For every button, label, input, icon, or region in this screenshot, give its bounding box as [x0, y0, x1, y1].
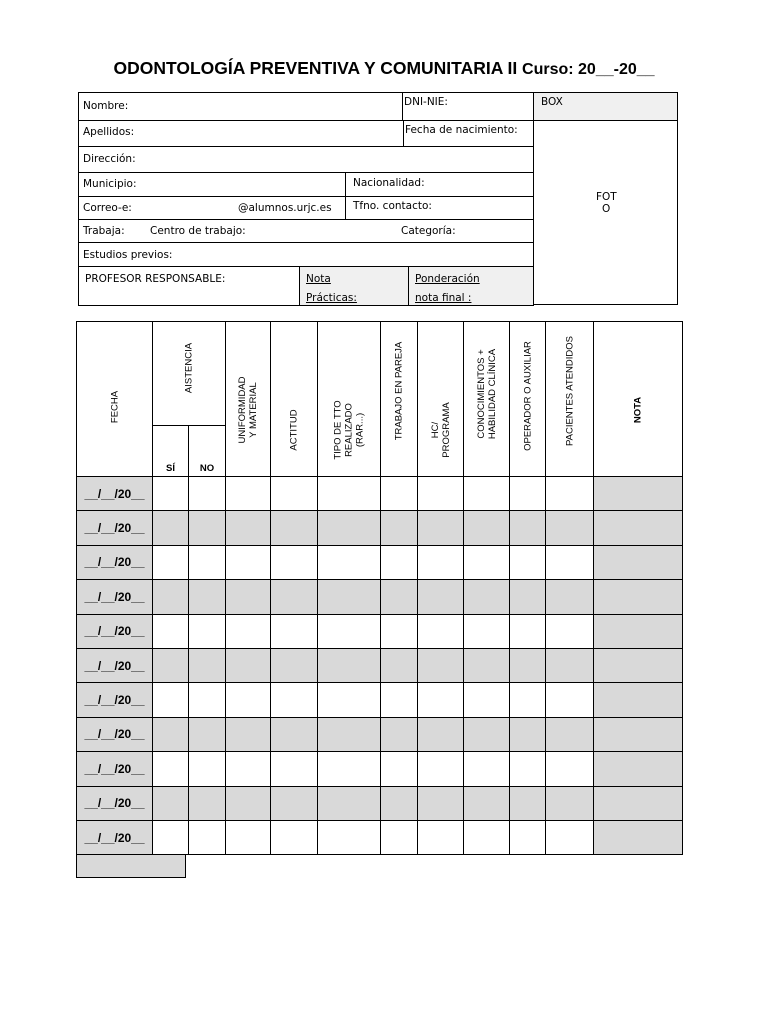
date-cell[interactable]: __/__/20__ [77, 820, 153, 854]
practicas-label: Prácticas: [306, 292, 357, 304]
course-label: Curso: 20__-20__ [522, 61, 655, 78]
entry-cell[interactable] [271, 477, 318, 511]
entry-cell[interactable] [418, 717, 464, 751]
entry-cell[interactable] [510, 786, 546, 820]
entry-cell[interactable] [153, 786, 189, 820]
nota-cell[interactable] [594, 580, 683, 614]
entry-cell[interactable] [271, 752, 318, 786]
table-row [77, 545, 683, 579]
table-row [77, 614, 683, 648]
entry-cell[interactable] [464, 683, 510, 717]
entry-cell[interactable] [546, 786, 594, 820]
entry-cell[interactable] [381, 648, 418, 682]
entry-cell[interactable] [189, 477, 226, 511]
tfno-label: Tfno. contacto: [353, 200, 432, 212]
entry-cell[interactable] [510, 820, 546, 854]
entry-cell[interactable] [271, 683, 318, 717]
photo-label-1: FOT [596, 191, 617, 203]
entry-cell[interactable] [381, 614, 418, 648]
date-cell[interactable]: __/__/20__ [77, 580, 153, 614]
entry-cell[interactable] [189, 717, 226, 751]
entry-cell[interactable] [381, 545, 418, 579]
entry-cell[interactable] [226, 511, 271, 545]
entry-cell[interactable] [153, 580, 189, 614]
entry-cell[interactable] [189, 614, 226, 648]
header-nota: NOTA [594, 322, 683, 477]
entry-cell[interactable] [189, 545, 226, 579]
municipio-label: Municipio: [83, 178, 137, 190]
trabaja-label: Trabaja: [83, 225, 125, 237]
date-cell[interactable]: __/__/20__ [77, 683, 153, 717]
fecha-nacimiento-label: Fecha de nacimiento: [405, 124, 518, 136]
entry-cell[interactable] [226, 752, 271, 786]
entry-cell[interactable] [271, 580, 318, 614]
entry-cell[interactable] [464, 614, 510, 648]
entry-cell[interactable] [153, 683, 189, 717]
entry-cell[interactable] [464, 820, 510, 854]
table-row [77, 580, 683, 614]
entry-cell[interactable] [318, 511, 381, 545]
entry-cell[interactable] [546, 545, 594, 579]
entry-cell[interactable] [318, 580, 381, 614]
header-si: SÍ [153, 426, 189, 477]
entry-cell[interactable] [464, 717, 510, 751]
entry-cell[interactable] [418, 511, 464, 545]
entry-cell[interactable] [153, 545, 189, 579]
entry-cell[interactable] [271, 545, 318, 579]
table-row [77, 820, 683, 854]
entry-cell[interactable] [318, 786, 381, 820]
header-operador: OPERADOR O AUXILIAR [510, 322, 546, 477]
nota-cell[interactable] [594, 820, 683, 854]
entry-cell[interactable] [226, 614, 271, 648]
table-row [77, 511, 683, 545]
entry-cell[interactable] [153, 648, 189, 682]
date-cell[interactable]: __/__/20__ [77, 648, 153, 682]
entry-cell[interactable] [271, 614, 318, 648]
nacionalidad-label: Nacionalidad: [353, 177, 425, 189]
entry-cell[interactable] [510, 614, 546, 648]
entry-cell[interactable] [189, 511, 226, 545]
entry-cell[interactable] [153, 614, 189, 648]
entry-cell[interactable] [510, 580, 546, 614]
entry-cell[interactable] [510, 752, 546, 786]
entry-cell[interactable] [318, 614, 381, 648]
entry-cell[interactable] [271, 511, 318, 545]
entry-cell[interactable] [546, 614, 594, 648]
entry-cell[interactable] [464, 648, 510, 682]
entry-cell[interactable] [546, 580, 594, 614]
entry-cell[interactable] [271, 648, 318, 682]
header-pacientes: PACIENTES ATENDIDOS [546, 322, 594, 477]
entry-cell[interactable] [153, 717, 189, 751]
entry-cell[interactable] [464, 752, 510, 786]
entry-cell[interactable] [189, 683, 226, 717]
photo-label-2: O [602, 203, 611, 215]
entry-cell[interactable] [189, 648, 226, 682]
nota-cell[interactable] [594, 786, 683, 820]
entry-cell[interactable] [226, 580, 271, 614]
header-actitud: ACTITUD [271, 322, 318, 477]
entry-cell[interactable] [271, 717, 318, 751]
table-row [77, 683, 683, 717]
estudios-label: Estudios previos: [83, 249, 173, 261]
entry-cell[interactable] [418, 545, 464, 579]
entry-cell[interactable] [381, 752, 418, 786]
dni-label: DNI-NIE: [404, 96, 448, 108]
date-cell[interactable]: __/__/20__ [77, 614, 153, 648]
table-row [77, 648, 683, 682]
entry-cell[interactable] [226, 545, 271, 579]
entry-cell[interactable] [189, 786, 226, 820]
date-cell[interactable]: __/__/20__ [77, 752, 153, 786]
entry-cell[interactable] [546, 752, 594, 786]
centro-label: Centro de trabajo: [150, 225, 246, 237]
nota-cell[interactable] [594, 545, 683, 579]
entry-cell[interactable] [153, 511, 189, 545]
header-conocimientos: CONOCIMIENTOS + HABILIDAD CLÍNICA [464, 322, 510, 477]
entry-cell[interactable] [464, 580, 510, 614]
correo-domain: @alumnos.urjc.es [238, 202, 332, 214]
entry-cell[interactable] [418, 614, 464, 648]
correo-label: Correo-e: [83, 202, 132, 214]
entry-cell[interactable] [510, 511, 546, 545]
entry-cell[interactable] [226, 683, 271, 717]
total-box[interactable] [76, 854, 186, 878]
date-cell[interactable]: __/__/20__ [77, 477, 153, 511]
nota-label: Nota [306, 273, 331, 285]
entry-cell[interactable] [318, 545, 381, 579]
date-cell[interactable]: __/__/20__ [77, 786, 153, 820]
entry-cell[interactable] [546, 648, 594, 682]
nota-cell[interactable] [594, 752, 683, 786]
entry-cell[interactable] [546, 477, 594, 511]
box-label: BOX [541, 96, 563, 108]
entry-cell[interactable] [464, 511, 510, 545]
entry-cell[interactable] [381, 477, 418, 511]
nota-cell[interactable] [594, 648, 683, 682]
entry-cell[interactable] [189, 820, 226, 854]
nombre-label: Nombre: [83, 100, 129, 112]
nota-final-label: nota final : [415, 292, 472, 304]
entry-cell[interactable] [418, 820, 464, 854]
subject-title: ODONTOLOGÍA PREVENTIVA Y COMUNITARIA II [113, 58, 518, 78]
nota-cell[interactable] [594, 683, 683, 717]
entry-cell[interactable] [226, 820, 271, 854]
entry-cell[interactable] [418, 752, 464, 786]
nota-cell[interactable] [594, 511, 683, 545]
entry-cell[interactable] [464, 545, 510, 579]
table-row [77, 477, 683, 511]
categoria-label: Categoría: [401, 225, 456, 237]
entry-cell[interactable] [381, 717, 418, 751]
entry-cell[interactable] [153, 820, 189, 854]
header-tipo-tto: TIPO DE TTO REALIZADO (RAR...) [318, 322, 381, 477]
entry-cell[interactable] [226, 477, 271, 511]
page-title [0, 58, 768, 79]
entry-cell[interactable] [510, 683, 546, 717]
table-row [77, 752, 683, 786]
entry-cell[interactable] [510, 477, 546, 511]
entry-cell[interactable] [189, 580, 226, 614]
entry-cell[interactable] [381, 820, 418, 854]
entry-cell[interactable] [381, 580, 418, 614]
entry-cell[interactable] [464, 477, 510, 511]
date-cell[interactable]: __/__/20__ [77, 511, 153, 545]
entry-cell[interactable] [318, 648, 381, 682]
date-cell[interactable]: __/__/20__ [77, 717, 153, 751]
entry-cell[interactable] [418, 580, 464, 614]
entry-cell[interactable] [381, 786, 418, 820]
entry-cell[interactable] [318, 683, 381, 717]
entry-cell[interactable] [418, 477, 464, 511]
header-asistencia: AISTENCIA [153, 322, 226, 426]
entry-cell[interactable] [510, 648, 546, 682]
entry-cell[interactable] [318, 717, 381, 751]
entry-cell[interactable] [510, 717, 546, 751]
date-cell[interactable]: __/__/20__ [77, 545, 153, 579]
entry-cell[interactable] [381, 683, 418, 717]
nota-cell[interactable] [594, 717, 683, 751]
entry-cell[interactable] [546, 683, 594, 717]
nota-cell[interactable] [594, 614, 683, 648]
nota-cell[interactable] [594, 477, 683, 511]
entry-cell[interactable] [546, 820, 594, 854]
entry-cell[interactable] [418, 648, 464, 682]
entry-cell[interactable] [271, 820, 318, 854]
direccion-label: Dirección: [83, 153, 136, 165]
entry-cell[interactable] [189, 752, 226, 786]
entry-cell[interactable] [318, 820, 381, 854]
entry-cell[interactable] [546, 511, 594, 545]
entry-cell[interactable] [318, 752, 381, 786]
entry-cell[interactable] [226, 648, 271, 682]
entry-cell[interactable] [381, 511, 418, 545]
header-uniformidad: UNIFORMIDAD Y MATERIAL [226, 322, 271, 477]
header-fecha: FECHA [77, 322, 153, 477]
apellidos-label: Apellidos: [83, 126, 135, 138]
entry-cell[interactable] [418, 683, 464, 717]
header-trabajo-pareja: TRABAJO EN PAREJA [381, 322, 418, 477]
entry-cell[interactable] [510, 545, 546, 579]
entry-cell[interactable] [546, 717, 594, 751]
header-no: NO [189, 426, 226, 477]
entry-cell[interactable] [418, 786, 464, 820]
profesor-label: PROFESOR RESPONSABLE: [85, 273, 226, 285]
table-row [77, 717, 683, 751]
header-hc-programa: HC/ PROGRAMA [418, 322, 464, 477]
evaluation-table [76, 321, 683, 855]
entry-cell[interactable] [226, 786, 271, 820]
entry-cell[interactable] [226, 717, 271, 751]
entry-cell[interactable] [153, 752, 189, 786]
ponderacion-label: Ponderación [415, 273, 480, 285]
entry-cell[interactable] [153, 477, 189, 511]
entry-cell[interactable] [271, 786, 318, 820]
table-row [77, 786, 683, 820]
entry-cell[interactable] [464, 786, 510, 820]
entry-cell[interactable] [318, 477, 381, 511]
